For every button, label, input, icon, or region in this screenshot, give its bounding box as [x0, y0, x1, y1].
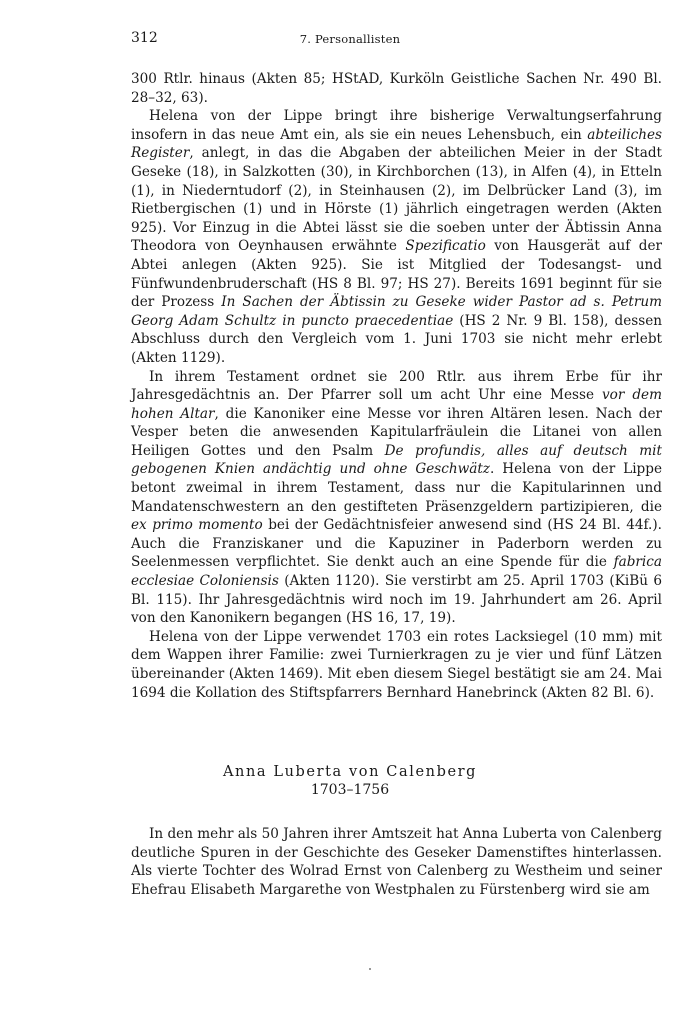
- text-run: (HS 2 Nr. 9 Bl. 158), dessen Abschluss durch den Vergleich vom 1. Juni 1703 sie nicht mehr erlebt (Akten 1129).: [131, 312, 662, 366]
- text-run: Helena von der Lippe bringt ihre bisherige Verwaltungserfahrung insofern in das neue Amt ein, als sie ein neues Lehensbuch, ein: [131, 108, 662, 143]
- paragraph-lehensbuch: [131, 107, 662, 367]
- paragraph-continuation: 300 Rtlr. hinaus (Akten 85; HStAD, Kurköln Geistliche Sachen Nr. 490 Bl. 28–32, 63).: [131, 71, 662, 106]
- page-number: 312: [131, 30, 158, 46]
- italic-term: ex primo momento: [131, 517, 263, 534]
- paragraph-testament: [131, 368, 662, 628]
- italic-term: fabrica ecclesiae Coloniensis: [131, 554, 662, 590]
- italic-quote: vor dem hohen Altar: [131, 387, 662, 422]
- text-run: , anlegt, in das die Abgaben der abteilichen Meier in der Stadt Geseke (18), in Salzkotten (30), in Kirchborchen (13), in Alfen (4), in Etteln (1), in Niederntudorf (2), in Steinhausen (2), im Delbrücker Land (3), im Rietbergischen (1) und in Hörste (1) jährlich eingetragen werden (Akten 925). Vor Einzug in die Abtei lässt sie die soeben unter der Äbtissin Anna Theodora von Oeynhausen erwähnte: [131, 145, 662, 255]
- paragraph-siegel: Helena von der Lippe verwendet 1703 ein rotes Lacksiegel (10 mm) mit dem Wappen ihrer Familie: zwei Turnierkragen zu je vier und fünf Lätzen übereinander (Akten 1469). Mit eben diesem Siegel bestätigt sie am 24. Mai 1694 die Kollation des Stiftspfarrers Bernhard Hanebrinck (Akten 82 Bl. 6).: [131, 628, 662, 701]
- paragraph-intro: In den mehr als 50 Jahren ihrer Amtszeit hat Anna Luberta von Calenberg deutliche Spuren in der Geschichte des Geseker Damenstiftes hinterlassen. Als vierte Tochter des Wolrad Ernst von Calenberg zu Westheim und seiner Ehefrau Elisabeth Margarethe von Westphalen zu Fürstenberg wird sie am: [131, 826, 662, 898]
- italic-term: abteiliches Register: [131, 126, 662, 162]
- text-run: (Akten 1120). Sie verstirbt am 25. April 1703 (KiBü 6 Bl. 115). Ihr Jahresgedächtnis wird noch im 19. Jahrhundert am 26. April von den Kanonikern begangen (HS 16, 17, 19).: [131, 573, 662, 627]
- text-run: bei der Gedächtnisfeier anwesend sind (HS 24 Bl. 44f.). Auch die Franziskaner und die Kapuziner in Paderborn werden zu Seelenmessen verpflichtet. Sie denkt auch an eine Spende für die: [131, 517, 662, 571]
- section-heading: Anna Luberta von Calenberg: [222, 764, 478, 780]
- text-run: von Hausgerät auf der Abtei anlegen (Akten 925). Sie ist Mitglied der Todesangst- und Fünfwundenbruderschaft (HS 8 Bl. 97; HS 27). Bereits 1691 beginnt für sie der Prozess: [131, 238, 662, 311]
- section-years: 1703–1756: [310, 782, 390, 798]
- body-text: [131, 70, 662, 702]
- italic-term: Spezificatio: [405, 238, 486, 255]
- footer-mark: [369, 968, 371, 970]
- text-run: . Helena von der Lippe betont zweimal in ihrem Testament, dass nur die Kapitularinnen und Mandatenschwestern an den gestifteten Präsenzgeldern partizipieren, die: [131, 461, 662, 515]
- italic-quote: De profundis, alles auf deutsch mit gebogenen Knien andächtig und ohne Geschwätz: [131, 442, 662, 478]
- text-run: , die Kanoniker eine Messe vor ihren Altären lesen. Nach der Vesper beten die anwesenden Kapitularfräulein die Litanei von allen Heiligen Gottes und den Psalm: [131, 405, 663, 459]
- text-run: In ihrem Testament ordnet sie 200 Rtlr. aus ihrem Erbe für ihr Jahresgedächtnis an. Der Pfarrer soll um acht Uhr eine Messe: [131, 368, 662, 404]
- running-head: 7. Personallisten: [299, 32, 401, 46]
- section-text: [131, 825, 662, 899]
- italic-title: In Sachen der Äbtissin zu Geseke wider Pastor ad s. Petrum Georg Adam Schultz in puncto praecedentiae: [131, 294, 663, 329]
